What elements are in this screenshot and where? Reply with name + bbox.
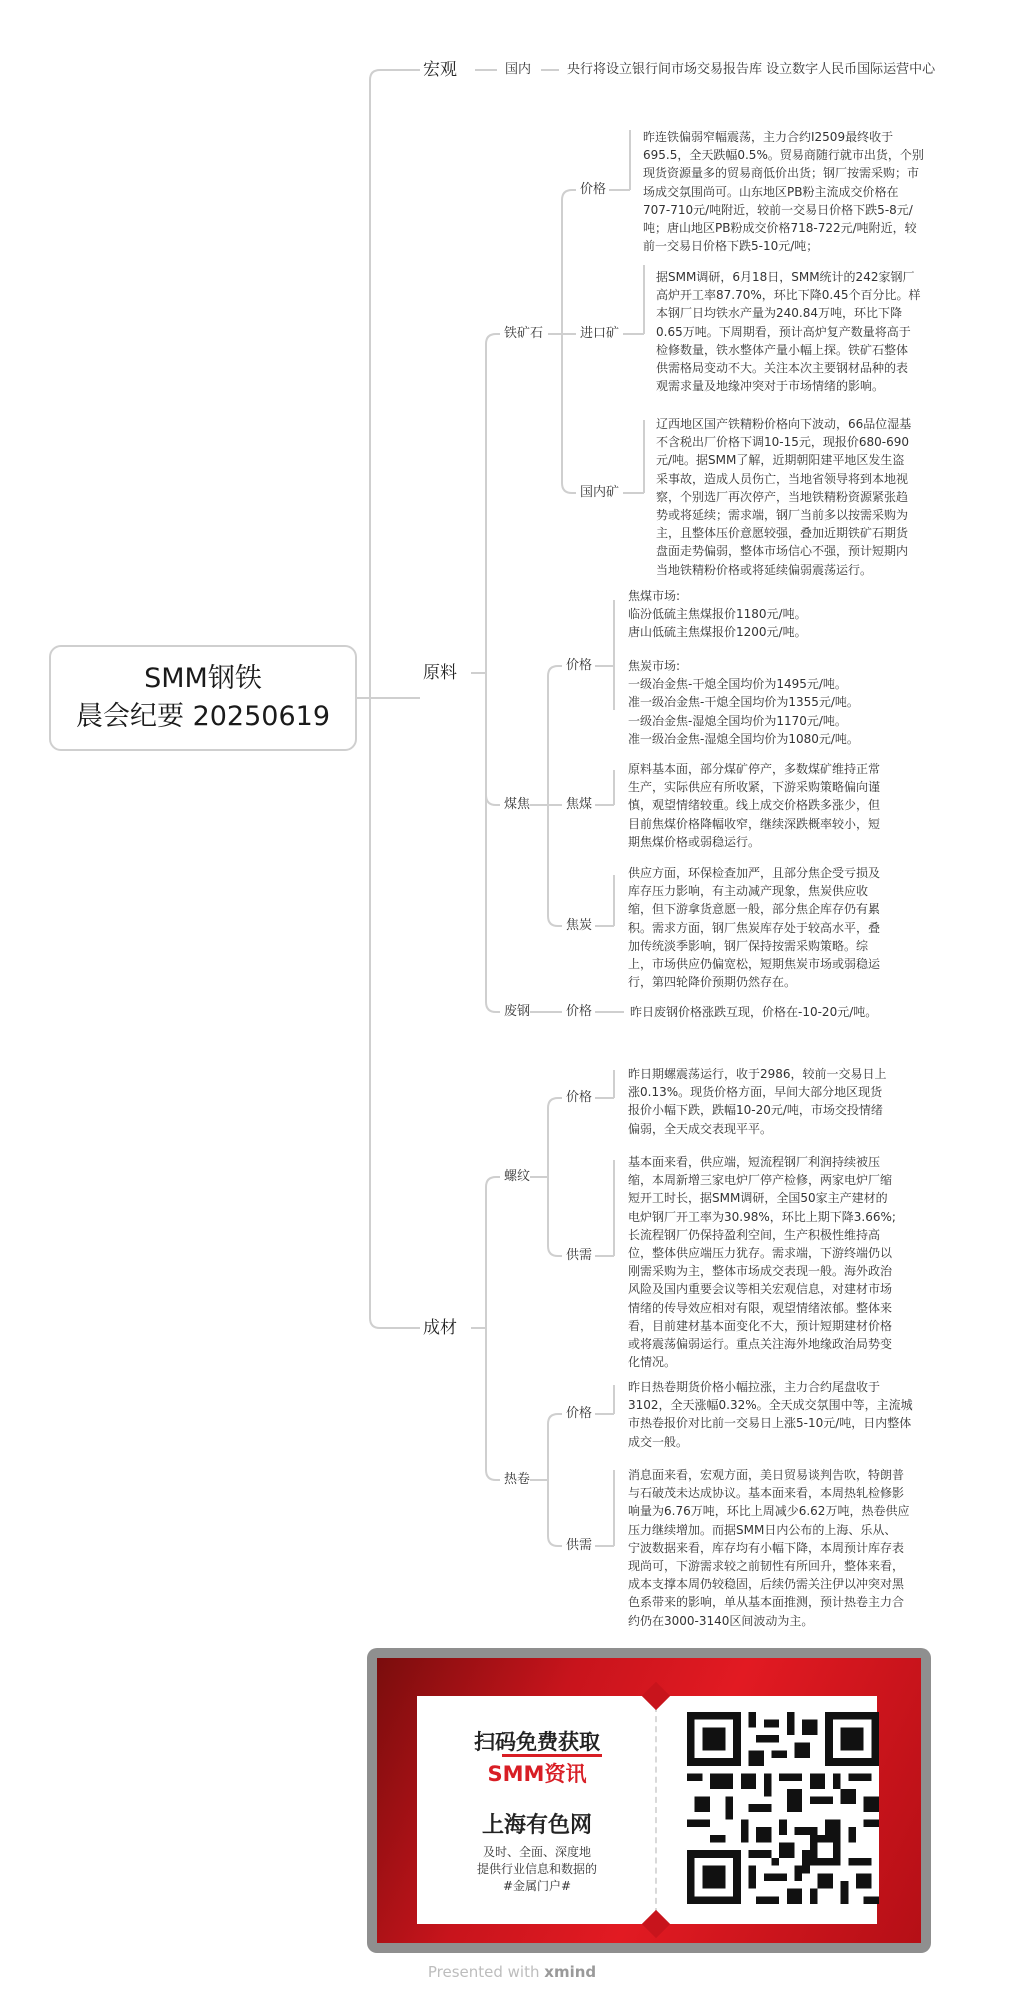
scan-underline — [502, 1754, 602, 1757]
scrap-price-label[interactable]: 价格 — [566, 1004, 593, 1019]
leaf-hrc-price: 昨日热卷期货价格小幅拉涨，主力合约尾盘收于 3102，全天涨幅0.32%。全天成交氛围中等，主流城 市热卷报价对比前一交易日上涨5-10元/吨，日内整体 成交一般。 — [628, 1380, 913, 1449]
leaf-iron-ore-domestic: 辽西地区国产铁精粉价格向下波动，66品位湿基 不含税出厂价格下调10-15元，现报价680-690 元/吨。据SMM了解，近期朝阳建平地区发生盗 采事故，造成人员伤亡，当地省领导将到本地视 察，个别选厂再次停产，当地铁精粉资源紧张趋 势或将延续；需求端，钢厂当前多以按需采购为 主，且整体压价意愿较强，叠加近期铁矿石期货 盘面走势偏弱，整体市场信心不强，预计短期内 当地铁精粉价格或将延续偏弱震荡运行。 — [656, 417, 912, 577]
xmind-logo: xmind — [544, 1963, 597, 1981]
ticket-notch-top — [642, 1682, 670, 1710]
ticket-notch-bottom — [642, 1910, 670, 1938]
xmind-footer — [0, 1963, 1024, 1981]
subtopic-macro-domestic[interactable]: 国内 — [505, 62, 532, 77]
promo-banner-red-bg — [377, 1658, 921, 1943]
slogan-line3: #金属门户# — [502, 1879, 572, 1893]
subtopic-coal-coke[interactable]: 煤焦 — [504, 797, 531, 812]
rebar-price-label[interactable]: 价格 — [566, 1090, 593, 1105]
root-topic[interactable] — [49, 645, 357, 751]
slogan-line1: 及时、全面、深度地 — [482, 1845, 591, 1859]
iron-ore-domestic-label[interactable]: 国内矿 — [580, 485, 620, 500]
root-title-line2: 晨会纪要 20250619 — [75, 701, 330, 732]
smm-info-text: SMM资讯 — [487, 1762, 587, 1786]
leaf-rebar-supply: 基本面来看，供应端，短流程钢厂利润持续被压 缩，本周新增三家电炉厂停产检修，两家电炉厂缩 短开工时长，据SMM调研，全国50家主产建材的 电炉钢厂开工率为30.98%，环比上期下降3.66%; 长流程钢厂仍保持盈利空间，生产积极性维持高 位，整体供应端压力犹存。需求端，下游终端仍以 刚需采购为主，整体市场成交表现一般。海外政治 风险及国内重要会议等相关宏观信息，对建材市场 情绪的传导效应相对有限，观望情绪浓郁。整体来 看，目前建材基本面变化不大，预计短期建材价格 或将震荡偏弱运行。重点关注海外地缘政治局势变 化情况。 — [628, 1155, 896, 1370]
topic-raw-materials[interactable]: 原料 — [423, 663, 457, 683]
coal-coke-price-label[interactable]: 价格 — [566, 658, 593, 673]
promo-ticket — [417, 1696, 877, 1924]
subtopic-iron-ore[interactable]: 铁矿石 — [504, 326, 544, 341]
leaf-coking-coal: 原料基本面，部分煤矿停产，多数煤矿维持正常 生产，实际供应有所收紧，下游采购策略偏向谨 慎，观望情绪较重。线上成交价格跌多涨少，但 目前焦煤价格降幅收窄，继续深跌概率较小，短 期焦煤价格或弱稳运行。 — [628, 762, 881, 849]
leaf-hrc-supply: 消息面来看，宏观方面，美日贸易谈判告吹，特朗普 与石破茂未达成协议。基本面来看，本周热轧检修影 响量为6.76万吨，环比上周减少6.62万吨，热卷供应 压力继续增加。而据SMM日内公布的上海、乐从、 宁波数据来看，库存均有小幅下降，本周预计库存表 现尚可，下游需求较之前韧性有所回升，整体来看， 成本支撑本周仍较稳固，后续仍需关注伊以冲突对黑 色系带来的影响，单从基本面推测，预计热卷主力合 约仍在3000-3140区间波动为主。 — [628, 1468, 910, 1628]
scan-free-text: 扫码免费获取 — [474, 1730, 600, 1754]
subtopic-scrap[interactable]: 废钢 — [504, 1004, 531, 1019]
rebar-supply-label[interactable]: 供需 — [566, 1248, 593, 1263]
leaf-coking-coal-market: 焦煤市场: 临汾低硫主焦煤报价1180元/吨。 唐山低硫主焦煤报价1200元/吨。 — [628, 589, 807, 640]
leaf-coke-market: 焦炭市场: 一级冶金焦-干熄全国均价为1495元/吨。 准一级冶金焦-干熄全国均价为1355元/吨。 一级冶金焦-湿熄全国均价为1170元/吨。 准一级冶金焦-湿熄全国均价为1080元/吨。 — [628, 659, 859, 746]
coking-coal-label[interactable]: 焦煤 — [566, 797, 593, 812]
hrc-supply-label[interactable]: 供需 — [566, 1538, 593, 1553]
brand-name: 上海有色网 — [481, 1813, 592, 1838]
root-title-line1: SMM钢铁 — [144, 663, 262, 694]
coke-label[interactable]: 焦炭 — [566, 918, 593, 933]
leaf-macro-domestic: 央行将设立银行间市场交易报告库 设立数字人民币国际运营中心 — [567, 62, 936, 77]
leaf-iron-ore-import: 据SMM调研，6月18日，SMM统计的242家钢厂 高炉开工率87.70%，环比下降0.45个百分比。样 本钢厂日均铁水产量为240.84万吨，环比下降 0.65万吨。下周期看，预计高炉复产数量将高于 检修数量，铁水整体产量小幅上探。铁矿石整体 供需格局变动不大。关注本次主要钢材品种的表 观需求量及地缘冲突对于市场情绪的影响。 — [656, 270, 921, 394]
leaf-iron-ore-price: 昨连铁偏弱窄幅震荡，主力合约I2509最终收于 695.5，全天跌幅0.5%。贸易商随行就市出货，个别 现货资源量多的贸易商低价出货；钢厂按需采购；市 场成交氛围尚可。山东地区PB粉主流成交价格在 707-710元/吨附近，较前一交易日价格下跌5-8元/ 吨；唐山地区PB粉成交价格718-722元/吨附近，较 前一交易日价格下跌5-10元/吨； — [643, 130, 924, 254]
promo-banner[interactable] — [367, 1648, 931, 1953]
slogan-line2: 提供行业信息和数据的 — [476, 1862, 597, 1876]
subtopic-hrc[interactable]: 热卷 — [504, 1472, 531, 1487]
hrc-price-label[interactable]: 价格 — [566, 1406, 593, 1421]
topic-macro[interactable]: 宏观 — [423, 60, 457, 80]
subtopic-rebar[interactable]: 螺纹 — [504, 1169, 531, 1184]
topic-finished-steel[interactable]: 成材 — [423, 1318, 457, 1338]
leaf-scrap-price: 昨日废钢价格涨跌互现，价格在-10-20元/吨。 — [630, 1005, 878, 1019]
iron-ore-import-label[interactable]: 进口矿 — [580, 326, 620, 341]
footer-prefix: Presented with — [427, 1963, 540, 1981]
leaf-rebar-price: 昨日期螺震荡运行，收于2986，较前一交易日上 涨0.13%。现货价格方面，早间大部分地区现货 报价小幅下跌，跌幅10-20元/吨，市场交投情绪 偏弱，全天成交表现平平。 — [628, 1067, 887, 1136]
qr-code-icon[interactable] — [687, 1712, 879, 1904]
leaf-coke: 供应方面，环保检查加严，且部分焦企受亏损及 库存压力影响，有主动减产现象，焦炭供应收 缩，但下游拿货意愿一般，部分焦企库存仍有累 积。需求方面，钢厂焦炭库存处于较高水平，叠 加传统淡季影响，钢厂保持按需采购策略。综 上，市场供应仍偏宽松，短期焦炭市场或弱稳运 行，第四轮降价预期仍然存在。 — [628, 866, 881, 990]
iron-ore-price-label[interactable]: 价格 — [580, 182, 607, 197]
